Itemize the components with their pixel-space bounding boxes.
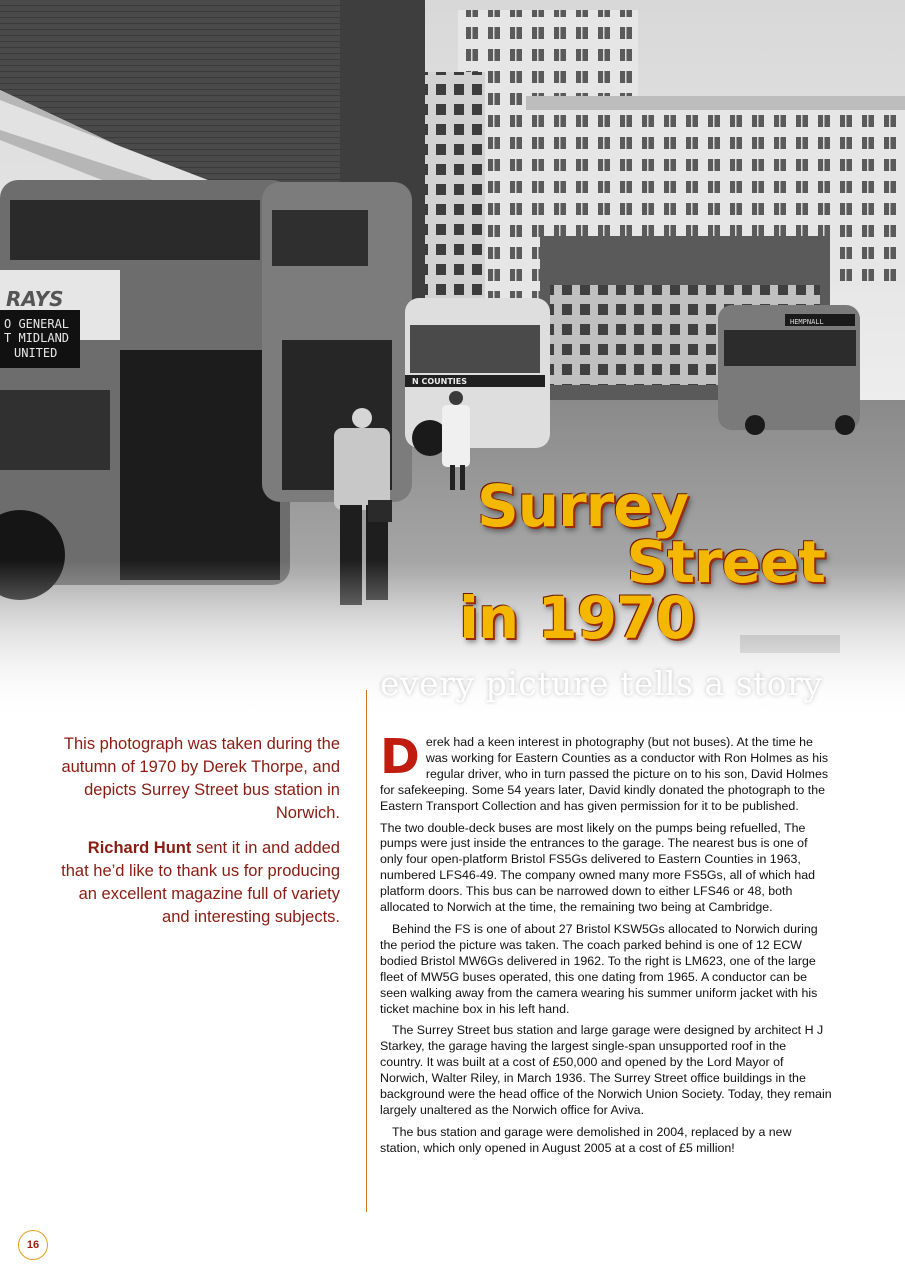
article-paragraph-1 xyxy=(380,729,832,815)
page-number: 16 xyxy=(18,1230,48,1260)
credit-name: Richard Hunt xyxy=(87,839,192,857)
coach-side-label: N COUNTIES xyxy=(412,377,468,386)
bus-blind-line1: O GENERAL xyxy=(4,317,70,331)
series-tagline: every picture tells a story xyxy=(380,664,823,703)
headline-line-3: in 1970 xyxy=(459,584,695,652)
bus-destination: HEMPNALL xyxy=(790,318,824,326)
credit-paragraph xyxy=(60,837,340,929)
coach xyxy=(405,298,550,456)
drop-cap: D xyxy=(380,729,420,785)
credit-text: sent it in and added that he’d like to thank us for producing an excellent magazine full of variety and interesting subjects. xyxy=(61,839,340,926)
headline-line-2: Street xyxy=(626,528,825,596)
column-divider xyxy=(366,690,367,1212)
headline xyxy=(459,472,825,652)
double-decker-bus xyxy=(0,180,290,600)
article-paragraph-2: The two double-deck buses are most likely on the pumps being refuelled, The pumps were just inside the entrances to the garage. The nearest bus is one of only four open-platform Bristol FS5Gs delivered to Eastern Counties in 1963, numbered LFS46-49. The company owned many more FS5Gs, all of which had platform doors. This bus can be narrowed down to either LFS46 or 48, both allocated to Norwich at the time, the remaining two being at Cambridge. xyxy=(380,820,816,915)
article-paragraph-4: The Surrey Street bus station and large garage were designed by architect H J Starkey, the garage having the largest single-span unsupported roof in the country. It was built at a cost of £50,000 and opened by the Lord Mayor of Norwich, Walter Riley, in March 1936. The Surrey Street office buildings in the background were the head office of the Norwich Union Society. Today, they remain largely unaltered as the Norwich office for Aviva. xyxy=(380,1023,832,1117)
photo-caption-sidebar xyxy=(60,733,340,941)
single-decker-bus xyxy=(718,305,860,435)
article-paragraph-5: The bus station and garage were demolished in 2004, replaced by a new station, which only opened in August 2005 at a cost of £5 million! xyxy=(380,1124,792,1155)
bus-advert: RAYS xyxy=(6,287,64,311)
article-body xyxy=(380,729,832,1163)
bus-blind-line2: T MIDLAND xyxy=(4,331,70,345)
article-paragraph-3: Behind the FS is one of about 27 Bristol KSW5Gs allocated to Norwich during the period the picture was taken. The coach parked behind is one of 12 ECW bodied Bristol MW6Gs delivered in 1962. To the right is LM623, one of the large fleet of MW5G buses operated, this one dating from 1965. A conductor can be seen walking away from the camera wearing his summer uniform jacket with his ticket machine box in his left hand. xyxy=(380,921,818,1016)
headline-line-1: Surrey xyxy=(477,472,689,540)
caption-text: This photograph was taken during the autumn of 1970 by Derek Thorpe, and depicts Surrey Street bus station in Norwich. xyxy=(61,735,340,822)
paragraph-1-text: erek had a keen interest in photography (but not buses). At the time he was working for Eastern Counties as a conductor with Ron Holmes as his regular driver, who in turn passed the picture on to his son, David Holmes for safekeeping. Some 54 years later, David kindly donated the photograph to the Eastern Transport Collection and has given permission for it to be published. xyxy=(380,735,829,813)
bus-blind-line3: UNITED xyxy=(14,346,58,360)
